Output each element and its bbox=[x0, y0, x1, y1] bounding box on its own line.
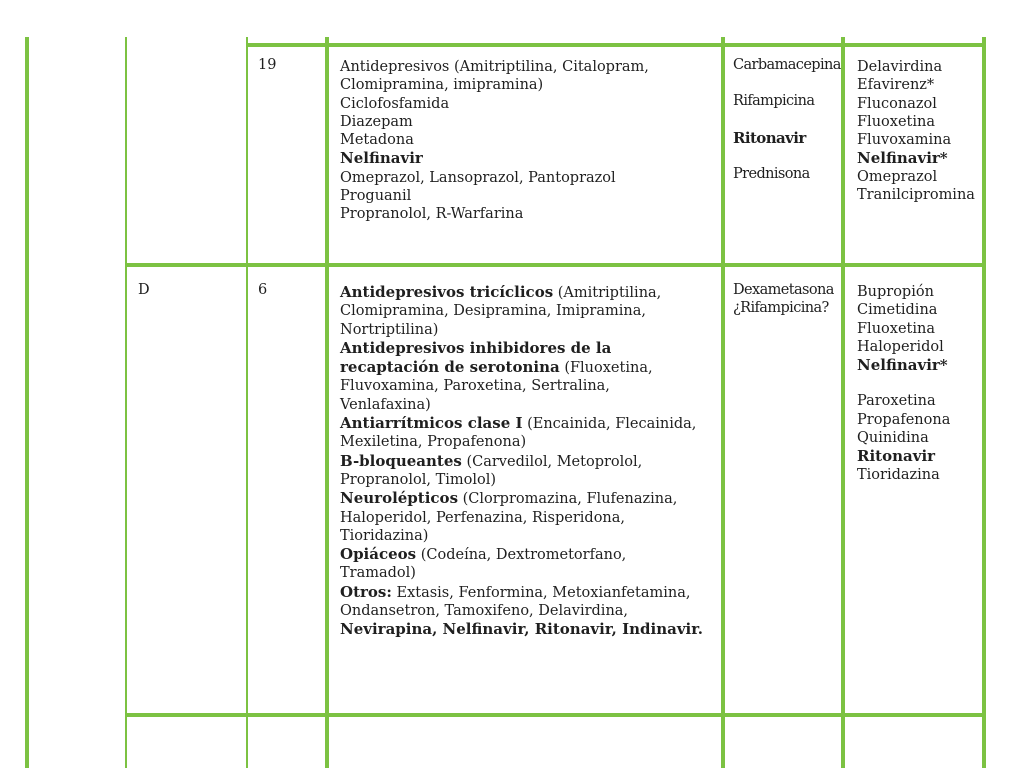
substrate-bold-text: Antidepresivos tricíclicos bbox=[340, 283, 554, 301]
inducer-item: Dexametasona bbox=[733, 282, 834, 298]
substrate-text: Propranolol, R-Warfarina bbox=[340, 206, 524, 223]
substrate-line bbox=[340, 113, 649, 131]
substrate-line bbox=[340, 131, 649, 149]
inhibitor-item: Nelfinavir* bbox=[857, 149, 948, 168]
inhibitor-item: Fluvoxamina bbox=[857, 132, 952, 149]
substrate-line bbox=[340, 545, 703, 564]
substrate-text: Metadona bbox=[340, 132, 414, 149]
substrate-line bbox=[340, 433, 703, 451]
inhibitor-item: Fluconazol bbox=[857, 95, 937, 112]
substrate-text: Extasis, Fenformina, Metoxianfetamina, bbox=[391, 584, 691, 601]
substrate-text: (Clorpromazina, Flufenazina, bbox=[458, 491, 678, 508]
substrate-text: Tramadol) bbox=[340, 565, 416, 582]
substrate-text: Ciclofosfamida bbox=[340, 95, 450, 112]
substrate-line bbox=[340, 527, 703, 545]
substrate-line bbox=[340, 602, 703, 620]
spacer bbox=[733, 74, 841, 92]
substrate-text: Haloperidol, Perfenazina, Risperidona, bbox=[340, 509, 626, 526]
spacer bbox=[857, 374, 950, 392]
substrate-line bbox=[340, 377, 703, 395]
substrate-line bbox=[340, 76, 649, 94]
substrate-line bbox=[340, 95, 649, 113]
column-divider-inducers-inhibitors bbox=[841, 37, 845, 768]
inhibitor-item: Delavirdina bbox=[857, 59, 943, 75]
spacer bbox=[733, 111, 841, 129]
substrate-line bbox=[340, 583, 703, 602]
substrate-bold-text: Otros: bbox=[340, 582, 392, 601]
inhibitor-item: Quinidina bbox=[857, 430, 929, 447]
substrate-text: (Encainida, Flecainida, bbox=[522, 416, 697, 433]
row-bottom-rule bbox=[125, 713, 986, 717]
substrate-line bbox=[340, 471, 703, 489]
page-left-rule bbox=[25, 37, 29, 768]
table-right-border bbox=[982, 37, 986, 768]
substrate-line bbox=[340, 149, 649, 168]
substrate-bold-text: Neurolépticos bbox=[340, 489, 459, 508]
inhibitor-item: Paroxetina bbox=[857, 393, 936, 410]
substrate-text: Tioridazina) bbox=[340, 527, 429, 544]
substrate-text: (Amitriptilina, bbox=[553, 285, 662, 301]
inhibitor-item: Ritonavir bbox=[857, 447, 936, 466]
substrate-line bbox=[340, 205, 649, 223]
substrate-text: Ondansetron, Tamoxifeno, Delavirdina, bbox=[340, 603, 629, 620]
row-19-number: 19 bbox=[258, 57, 277, 73]
substrate-text: Clomipramina, Desipramina, Imipramina, bbox=[340, 303, 646, 320]
substrate-bold-text: Nelfinavir bbox=[340, 149, 423, 168]
inhibitor-item: Haloperidol bbox=[857, 338, 944, 355]
inhibitor-item: Efavirenz* bbox=[857, 77, 935, 94]
inhibitor-item: Cimetidina bbox=[857, 302, 938, 319]
inhibitor-item: Propafenona bbox=[857, 411, 951, 428]
spacer bbox=[733, 147, 841, 165]
substrate-bold-text: Opiáceos bbox=[340, 545, 417, 564]
column-divider-number-substrates bbox=[325, 37, 329, 768]
substrate-line bbox=[340, 414, 703, 433]
substrate-text: Propranolol, Timolol) bbox=[340, 471, 497, 488]
inhibitor-item: Tranilcipromina bbox=[857, 187, 975, 204]
substrate-bold-text: Nevirapina, Nelfinavir, Ritonavir, Indinavir. bbox=[340, 620, 703, 639]
row-d-inhibitors bbox=[857, 283, 950, 484]
row-19-inhibitors bbox=[857, 58, 975, 204]
inhibitor-item: Tioridazina bbox=[857, 466, 940, 483]
substrate-line bbox=[340, 452, 703, 471]
row-d-inducers bbox=[733, 281, 834, 318]
row-d-class: D bbox=[138, 282, 150, 298]
inducer-item: Rifampicina bbox=[733, 93, 815, 110]
inhibitor-item: Omeprazol bbox=[857, 168, 938, 185]
column-divider-substrates-inducers bbox=[721, 37, 725, 768]
table-left-border bbox=[125, 37, 127, 768]
substrate-line bbox=[340, 169, 649, 187]
substrate-text: Venlafaxina) bbox=[340, 396, 431, 413]
substrate-line bbox=[340, 321, 703, 339]
substrate-text: (Codeína, Dextrometorfano, bbox=[416, 547, 627, 564]
substrate-text: Omeprazol, Lansoprazol, Pantoprazol bbox=[340, 169, 616, 186]
substrate-text: (Carvedilol, Metoprolol, bbox=[461, 453, 643, 470]
substrate-line bbox=[340, 358, 703, 377]
substrate-line bbox=[340, 302, 703, 320]
inhibitor-item: Nelfinavir* bbox=[857, 356, 948, 375]
inhibitor-item: Bupropión bbox=[857, 284, 934, 300]
substrate-text: Nortriptilina) bbox=[340, 321, 439, 338]
substrate-line bbox=[340, 187, 649, 205]
substrate-line bbox=[340, 339, 703, 358]
inducer-item: Prednisona bbox=[733, 165, 810, 182]
substrate-line bbox=[340, 58, 649, 76]
inducer-item: Ritonavir bbox=[733, 128, 806, 147]
row-d-number: 6 bbox=[258, 282, 268, 298]
inducer-item: ¿Rifampicina? bbox=[733, 300, 829, 317]
substrate-bold-text: B-bloqueantes bbox=[340, 451, 462, 470]
substrate-line bbox=[340, 489, 703, 508]
substrate-text: Fluvoxamina, Paroxetina, Sertralina, bbox=[340, 378, 610, 395]
substrate-text: Proguanil bbox=[340, 188, 412, 205]
substrate-bold-text: Antidepresivos inhibidores de la bbox=[340, 338, 612, 357]
row-d-substrates bbox=[340, 283, 703, 640]
substrate-line bbox=[340, 283, 703, 302]
row-top-rule bbox=[246, 43, 986, 47]
inhibitor-item: Fluoxetina bbox=[857, 113, 935, 130]
row-separator-19-d bbox=[125, 263, 986, 267]
substrate-bold-text: Antiarrítmicos clase I bbox=[340, 414, 523, 433]
substrate-text: (Fluoxetina, bbox=[559, 360, 653, 377]
row-19-inducers bbox=[733, 56, 841, 183]
inducer-item: Carbamacepina bbox=[733, 57, 841, 73]
substrate-text: Mexiletina, Propafenona) bbox=[340, 434, 527, 451]
substrate-text: Antidepresivos (Amitriptilina, Citalopram, bbox=[340, 59, 649, 75]
substrate-bold-text: recaptación de serotonina bbox=[340, 358, 560, 377]
substrate-line bbox=[340, 620, 703, 639]
column-divider-class-number bbox=[246, 37, 248, 768]
substrate-line bbox=[340, 564, 703, 582]
substrate-line bbox=[340, 509, 703, 527]
substrate-line bbox=[340, 396, 703, 414]
substrate-text: Clomipramina, imipramina) bbox=[340, 77, 544, 94]
inhibitor-item: Fluoxetina bbox=[857, 320, 935, 337]
substrate-text: Diazepam bbox=[340, 113, 413, 130]
row-19-substrates bbox=[340, 58, 649, 224]
